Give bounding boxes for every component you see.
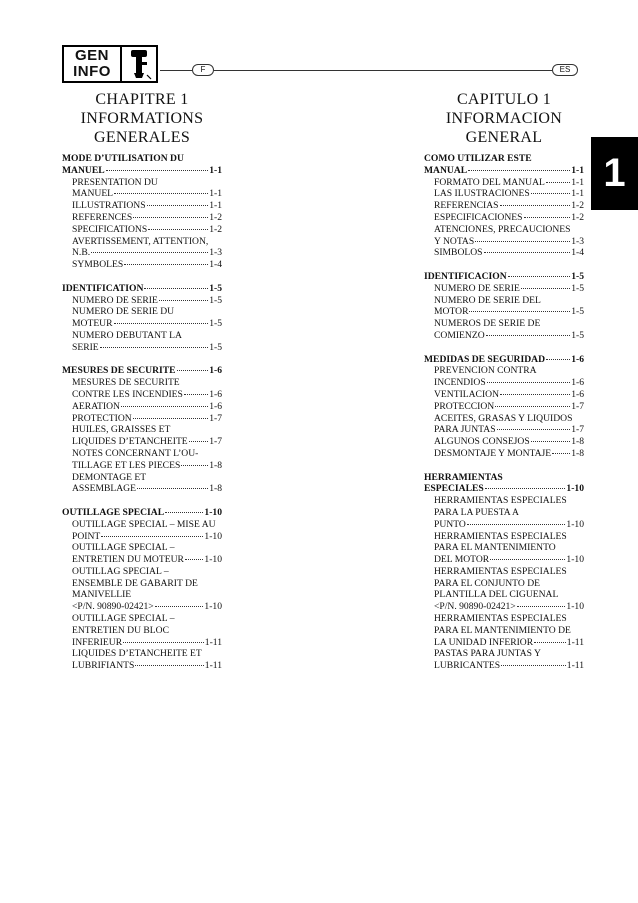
language-tab-french: F xyxy=(192,64,214,76)
toc-entry xyxy=(62,601,222,613)
title-line: GENERALES xyxy=(93,129,191,146)
toc-entry-text: SPECIFICATIONS xyxy=(72,223,148,235)
toc-entry-text: COMIENZO xyxy=(434,329,485,341)
dot-leader xyxy=(101,536,203,537)
toc-entry xyxy=(62,330,222,342)
toc-entry-text: REFERENCIAS xyxy=(434,200,499,212)
toc-entry-text: LIQUIDES D’ETANCHEITE xyxy=(72,436,188,448)
dot-leader xyxy=(467,524,566,525)
dot-leader xyxy=(475,241,570,242)
toc-page-number: 1-1 xyxy=(209,164,222,176)
toc-page-number: 1-10 xyxy=(566,518,584,530)
toc-entry xyxy=(62,212,222,224)
toc-entry-text: N.B. xyxy=(72,247,91,259)
toc-heading xyxy=(62,365,222,377)
toc-entry-text: AVERTISSEMENT, ATTENTION, xyxy=(72,235,209,247)
dot-leader xyxy=(137,488,208,489)
toc-entry xyxy=(62,401,222,413)
toc-page-number: 1-4 xyxy=(571,247,584,259)
toc-entry xyxy=(424,306,584,318)
toc-page-number: 1-2 xyxy=(209,211,222,223)
toc-entry xyxy=(424,283,584,295)
toc-page-number: 1-5 xyxy=(209,294,222,306)
toc-entry xyxy=(424,507,584,519)
toc-entry xyxy=(424,589,584,601)
toc-entry xyxy=(62,519,222,531)
toc-section xyxy=(424,354,584,460)
chapter-number-tab: 1 xyxy=(591,137,638,210)
toc-entry xyxy=(62,648,222,660)
toc-entry-text: PARA JUNTAS xyxy=(434,424,496,436)
toc-entry-text: ILLUSTRATIONS xyxy=(72,200,146,212)
toc-page-number: 1-1 xyxy=(571,176,584,188)
header-rule xyxy=(214,70,552,71)
title-line: CHAPITRE 1 xyxy=(95,91,189,108)
dot-leader xyxy=(531,193,571,194)
toc-entry-text: PARA EL CONJUNTO DE xyxy=(434,577,540,589)
toc-entry-text: NUMERO DE SERIE xyxy=(434,282,520,294)
dot-leader xyxy=(181,465,208,466)
dot-leader xyxy=(147,205,209,206)
toc-entry-text: TILLAGE ET LES PIECES xyxy=(72,459,181,471)
toc-page-number: 1-11 xyxy=(204,636,222,648)
dot-leader xyxy=(189,441,209,442)
toc-entry-text: OUTILLAG SPECIAL – xyxy=(72,565,169,577)
toc-entry xyxy=(62,460,222,472)
toc-page-number: 1-10 xyxy=(204,506,222,518)
toc-entry xyxy=(424,554,584,566)
toc-entry xyxy=(62,542,222,554)
toc-page-number: 1-6 xyxy=(209,388,222,400)
toc-page-number: 1-3 xyxy=(209,247,222,259)
dot-leader xyxy=(524,217,571,218)
toc-page-number: 1-8 xyxy=(571,447,584,459)
dot-leader xyxy=(484,252,571,253)
toc-entry-text: SERIE xyxy=(72,341,99,353)
toc-entry xyxy=(424,212,584,224)
dot-leader xyxy=(490,559,565,560)
toc-entry xyxy=(424,660,584,672)
toc-heading xyxy=(424,153,584,165)
toc-entry xyxy=(424,377,584,389)
dot-leader xyxy=(177,370,209,371)
dot-leader xyxy=(546,182,570,183)
toc-page-number: 1-11 xyxy=(566,636,584,648)
toc-entry-text: SIMBOLOS xyxy=(434,247,483,259)
toc-entry-text: MEDIDAS DE SEGURIDAD xyxy=(424,353,546,365)
toc-page-number: 1-5 xyxy=(209,318,222,330)
toc-entry-text: PRESENTATION DU xyxy=(72,176,158,188)
toc-entry xyxy=(62,306,222,318)
toc-heading xyxy=(424,165,584,177)
dot-leader xyxy=(133,418,209,419)
dot-leader xyxy=(486,335,571,336)
toc-entry-text: NOTES CONCERNANT L’OU- xyxy=(72,447,199,459)
toc-heading xyxy=(62,283,222,295)
toc-entry xyxy=(62,377,222,389)
dot-leader xyxy=(91,252,208,253)
toc-page-number: 1-2 xyxy=(209,223,222,235)
dot-leader xyxy=(135,665,203,666)
toc-entry xyxy=(424,637,584,649)
toc-page-number: 1-6 xyxy=(571,388,584,400)
toc-entry-text: <P/N. 90890-02421> xyxy=(72,601,154,613)
toc-entry-text: INCENDIOS xyxy=(434,377,486,389)
toc-page-number: 1-5 xyxy=(571,282,584,294)
dot-leader xyxy=(469,311,570,312)
gen-info-logo xyxy=(62,45,158,83)
toc-entry-text: AERATION xyxy=(72,400,120,412)
toc-entry xyxy=(62,472,222,484)
toc-entry-text: NUMERO DE SERIE xyxy=(72,294,158,306)
toc-entry xyxy=(424,401,584,413)
toc-heading xyxy=(424,472,584,484)
toc-page-number: 1-7 xyxy=(209,436,222,448)
dot-leader xyxy=(487,382,571,383)
toc-page-number: 1-5 xyxy=(571,270,584,282)
toc-page-number: 1-1 xyxy=(571,188,584,200)
toc-page-number: 1-6 xyxy=(209,365,222,377)
toc-entry-text: MANUAL xyxy=(424,164,468,176)
toc-entry-text: ALGUNOS CONSEJOS xyxy=(434,436,530,448)
toc-entry-text: HERRAMIENTAS ESPECIALES xyxy=(434,530,567,542)
dot-leader xyxy=(500,205,571,206)
dot-leader xyxy=(159,300,208,301)
toc-entry xyxy=(62,436,222,448)
title-line: CAPITULO 1 xyxy=(456,91,552,108)
toc-entry-text: REFERENCES xyxy=(72,211,133,223)
toc-entry-text: IDENTIFICATION xyxy=(62,282,144,294)
toc-entry-text: NUMERO DE SERIE DEL xyxy=(434,294,541,306)
toc-entry-text: NUMERO DEBUTANT LA xyxy=(72,329,182,341)
toc-entry xyxy=(62,247,222,259)
toc-entry-text: MODE D’UTILISATION DU xyxy=(62,153,184,164)
toc-page-number: 1-2 xyxy=(571,200,584,212)
toc-section xyxy=(424,271,584,342)
toc-entry xyxy=(424,295,584,307)
dot-leader xyxy=(468,170,570,171)
toc-entry-text: MESURES DE SECURITE xyxy=(62,365,176,377)
toc-heading xyxy=(424,354,584,366)
toc-entry xyxy=(62,342,222,354)
toc-entry xyxy=(424,247,584,259)
toc-entry-text: MESURES DE SECURITE xyxy=(72,377,180,389)
toc-entry-text: FORMATO DEL MANUAL xyxy=(434,176,545,188)
toc-page-number: 1-3 xyxy=(571,235,584,247)
toc-entry xyxy=(62,259,222,271)
dot-leader xyxy=(121,406,208,407)
toc-entry-text: MANUEL xyxy=(72,188,114,200)
dot-leader xyxy=(500,394,570,395)
toc-entry-text: LA UNIDAD INFERIOR xyxy=(434,636,534,648)
toc-entry-text: PREVENCION CONTRA xyxy=(434,365,537,377)
title-line: INFORMATIONS xyxy=(80,110,204,127)
toc-entry-text: VENTILACION xyxy=(434,388,500,400)
toc-entry xyxy=(62,566,222,578)
toc-entry xyxy=(424,188,584,200)
toc-entry xyxy=(424,601,584,613)
toc-entry-text: MANUEL xyxy=(62,164,105,176)
toc-entry xyxy=(62,236,222,248)
title-line: GENERAL xyxy=(465,129,543,146)
toc-page-number: 1-10 xyxy=(566,483,584,495)
toc-entry-text: NUMEROS DE SERIE DE xyxy=(434,318,541,330)
toc-page-number: 1-6 xyxy=(571,377,584,389)
dot-leader xyxy=(165,512,203,513)
toc-heading xyxy=(424,271,584,283)
toc-heading xyxy=(62,165,222,177)
dot-leader xyxy=(100,347,209,348)
toc-entry-text: HERRAMIENTAS ESPECIALES xyxy=(434,565,567,577)
dot-leader xyxy=(531,441,571,442)
dot-leader xyxy=(155,606,204,607)
table-of-contents-spanish xyxy=(424,153,584,684)
dot-leader xyxy=(534,642,566,643)
toc-entry-text: DEL MOTOR xyxy=(434,554,490,566)
toc-entry-text: OUTILLAGE SPECIAL – xyxy=(72,613,175,625)
toc-page-number: 1-1 xyxy=(571,164,584,176)
toc-page-number: 1-6 xyxy=(571,353,584,365)
language-tab-spanish: ES xyxy=(552,64,578,76)
toc-entry xyxy=(424,648,584,660)
toc-entry xyxy=(62,413,222,425)
toc-entry-text: OUTILLAGE SPECIAL – MISE AU xyxy=(72,518,216,530)
toc-page-number: 1-5 xyxy=(571,329,584,341)
toc-entry-text: IDENTIFICACION xyxy=(424,270,507,282)
toc-entry-text: Y NOTAS xyxy=(434,235,475,247)
toc-entry xyxy=(62,295,222,307)
toc-page-number: 1-8 xyxy=(571,436,584,448)
toc-entry-text: NUMERO DE SERIE DU xyxy=(72,306,175,318)
toc-entry xyxy=(424,613,584,625)
toc-heading xyxy=(424,483,584,495)
toc-entry xyxy=(62,554,222,566)
toc-entry-text: MANIVELLIE xyxy=(72,589,132,601)
toc-entry-text: OUTILLAGE SPECIAL – xyxy=(72,542,175,554)
toc-page-number: 1-8 xyxy=(209,459,222,471)
dot-leader xyxy=(521,288,570,289)
dot-leader xyxy=(148,229,208,230)
toc-heading xyxy=(62,153,222,165)
toc-page-number: 1-5 xyxy=(209,282,222,294)
toc-entry xyxy=(424,177,584,189)
toc-entry-text: ESPECIALES xyxy=(424,483,484,495)
toc-entry xyxy=(424,578,584,590)
toc-entry-text: OUTILLAGE SPECIAL xyxy=(62,506,165,518)
table-of-contents-french xyxy=(62,153,222,684)
toc-entry xyxy=(424,625,584,637)
toc-page-number: 1-7 xyxy=(571,400,584,412)
toc-entry-text: HERRAMIENTAS xyxy=(424,471,503,483)
toc-entry-text: PROTECTION xyxy=(72,412,132,424)
toc-entry-text: MOTOR xyxy=(434,306,469,318)
toc-entry-text: ACEITES, GRASAS Y LIQUIDOS xyxy=(434,412,573,424)
toc-entry xyxy=(62,483,222,495)
toc-heading xyxy=(62,507,222,519)
toc-entry xyxy=(62,589,222,601)
dot-leader xyxy=(184,394,208,395)
dot-leader xyxy=(497,429,571,430)
toc-entry-text: ESPECIFICACIONES xyxy=(434,211,523,223)
toc-entry-text: ATENCIONES, PRECAUCIONES xyxy=(434,223,571,235)
dot-leader xyxy=(124,264,208,265)
toc-entry xyxy=(424,424,584,436)
toc-page-number: 1-10 xyxy=(204,530,222,542)
toc-section xyxy=(62,283,222,354)
toc-section xyxy=(424,153,584,259)
toc-page-number: 1-6 xyxy=(209,400,222,412)
toc-entry-text: PROTECCION xyxy=(434,400,495,412)
toc-entry-text: DESMONTAJE Y MONTAJE xyxy=(434,447,552,459)
toc-entry xyxy=(424,542,584,554)
toc-entry-text: PUNTO xyxy=(434,518,466,530)
toc-entry-text: LIQUIDES D’ETANCHEITE ET xyxy=(72,648,202,660)
toc-entry-text: PASTAS PARA JUNTAS Y xyxy=(434,648,541,660)
dot-leader xyxy=(133,217,208,218)
toc-entry xyxy=(62,660,222,672)
toc-entry-text: PARA EL MANTENIMIENTO xyxy=(434,542,556,554)
toc-entry-text: ASSEMBLAGE xyxy=(72,483,136,495)
toc-entry-text: HUILES, GRAISSES ET xyxy=(72,424,171,436)
dot-leader xyxy=(495,406,570,407)
chapter-title-spanish xyxy=(424,90,584,147)
toc-entry xyxy=(424,200,584,212)
toc-entry xyxy=(62,637,222,649)
toc-section xyxy=(62,153,222,271)
dot-leader xyxy=(106,170,209,171)
toc-page-number: 1-10 xyxy=(566,554,584,566)
toc-entry-text: MOTEUR xyxy=(72,318,113,330)
toc-entry-text: COMO UTILIZAR ESTE xyxy=(424,153,532,164)
toc-page-number: 1-10 xyxy=(204,554,222,566)
dot-leader xyxy=(546,359,570,360)
dot-leader xyxy=(508,276,571,277)
toc-page-number: 1-4 xyxy=(209,259,222,271)
toc-entry-text: ENTRETIEN DU MOTEUR xyxy=(72,554,184,566)
toc-section xyxy=(62,365,222,495)
toc-entry xyxy=(62,188,222,200)
toc-entry xyxy=(424,448,584,460)
toc-entry xyxy=(62,424,222,436)
toc-entry xyxy=(62,200,222,212)
toc-entry-text: CONTRE LES INCENDIES xyxy=(72,388,183,400)
toc-entry xyxy=(424,224,584,236)
toc-section xyxy=(424,472,584,673)
dot-leader xyxy=(185,559,203,560)
toc-entry xyxy=(62,389,222,401)
toc-entry xyxy=(62,177,222,189)
toc-entry xyxy=(424,566,584,578)
toc-entry-text: <P/N. 90890-02421> xyxy=(434,601,516,613)
toc-page-number: 1-1 xyxy=(209,188,222,200)
toc-entry xyxy=(424,413,584,425)
toc-entry xyxy=(424,531,584,543)
toc-page-number: 1-10 xyxy=(566,601,584,613)
dot-leader xyxy=(552,453,570,454)
toc-entry xyxy=(424,436,584,448)
toc-page-number: 1-7 xyxy=(571,424,584,436)
toc-entry-text: DEMONTAGE ET xyxy=(72,471,147,483)
toc-page-number: 1-1 xyxy=(209,200,222,212)
toc-entry-text: HERRAMIENTAS ESPECIALES xyxy=(434,495,567,507)
toc-entry-text: LAS ILUSTRACIONES xyxy=(434,188,530,200)
toc-entry xyxy=(62,448,222,460)
dot-leader xyxy=(517,606,566,607)
toc-page-number: 1-10 xyxy=(204,601,222,613)
toc-page-number: 1-11 xyxy=(204,660,222,672)
toc-entry-text: PARA LA PUESTA A xyxy=(434,506,519,518)
toc-entry xyxy=(424,318,584,330)
dot-leader xyxy=(123,642,204,643)
toc-page-number: 1-8 xyxy=(209,483,222,495)
title-line: INFORMACION xyxy=(445,110,563,127)
dot-leader xyxy=(501,665,566,666)
logo-text xyxy=(64,47,122,81)
toc-entry-text: INFERIEUR xyxy=(72,636,123,648)
toc-page-number: 1-5 xyxy=(571,306,584,318)
toc-entry-text: ENSEMBLE DE GABARIT DE xyxy=(72,577,198,589)
toc-entry xyxy=(424,236,584,248)
toc-entry xyxy=(424,495,584,507)
toc-entry-text: PLANTILLA DEL CIGUENAL xyxy=(434,589,559,601)
toc-entry xyxy=(62,531,222,543)
toc-page-number: 1-7 xyxy=(209,412,222,424)
toc-entry xyxy=(62,625,222,637)
logo-line-1: GEN xyxy=(74,47,109,64)
toc-section xyxy=(62,507,222,672)
toc-entry-text: LUBRIFIANTS xyxy=(72,660,135,672)
outboard-motor-icon xyxy=(122,47,156,81)
toc-page-number: 1-2 xyxy=(571,211,584,223)
toc-entry-text: HERRAMIENTAS ESPECIALES xyxy=(434,613,567,625)
toc-entry-text: LUBRICANTES xyxy=(434,660,501,672)
toc-entry xyxy=(424,519,584,531)
toc-entry-text: SYMBOLES xyxy=(72,259,124,271)
dot-leader xyxy=(114,323,209,324)
toc-entry xyxy=(62,224,222,236)
toc-entry xyxy=(62,578,222,590)
toc-entry xyxy=(62,318,222,330)
toc-page-number: 1-11 xyxy=(566,660,584,672)
toc-entry-text: PARA EL MANTENIMIENTO DE xyxy=(434,624,571,636)
toc-entry-text: POINT xyxy=(72,530,101,542)
chapter-title-french xyxy=(62,90,222,147)
logo-line-2: INFO xyxy=(73,63,111,80)
toc-page-number: 1-5 xyxy=(209,341,222,353)
toc-entry xyxy=(424,389,584,401)
dot-leader xyxy=(114,193,208,194)
dot-leader xyxy=(144,288,208,289)
dot-leader xyxy=(485,488,566,489)
toc-entry xyxy=(62,613,222,625)
toc-entry-text: ENTRETIEN DU BLOC xyxy=(72,624,169,636)
header-rule xyxy=(160,70,192,71)
toc-entry xyxy=(424,330,584,342)
toc-entry xyxy=(424,365,584,377)
